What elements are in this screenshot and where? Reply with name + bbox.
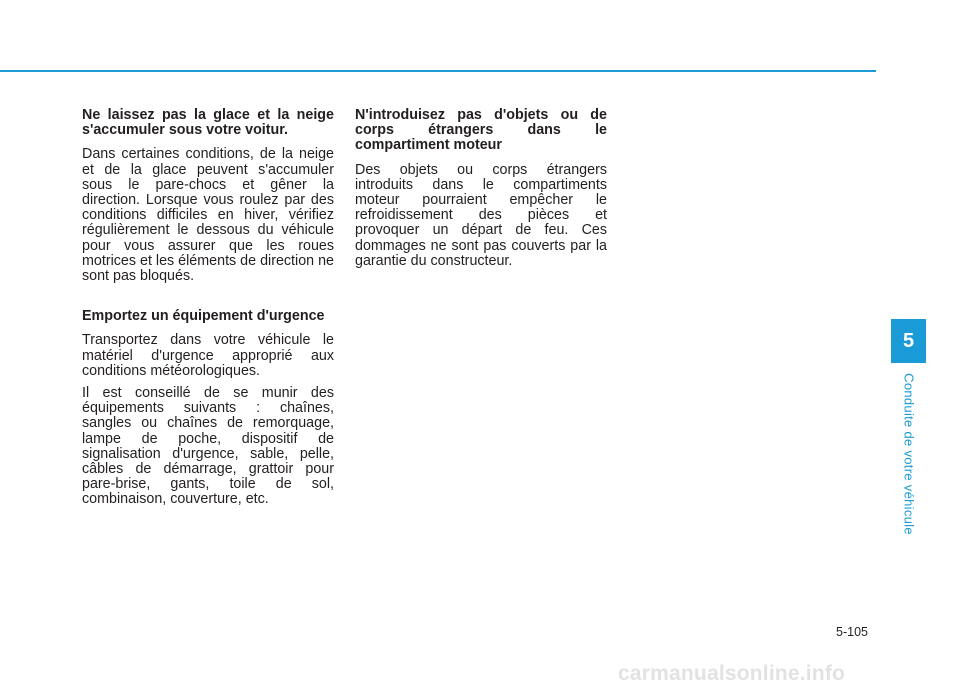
paragraph-foreign-objects: Des objets ou corps étrangers introduits dans le compartiments moteur pourraient empêcher le refroidissement des pièces et provoquer un départ de feu. Ces dommages ne sont pas couverts par la garantie du constructeur.	[355, 161, 607, 269]
section-heading-emergency-equipment: Emportez un équipement d'urgence	[82, 308, 325, 325]
watermark: carmanualsonline.info	[618, 662, 846, 685]
paragraph-emergency-equipment: Transportez dans votre véhicule le matériel d'urgence approprié aux conditions météorologiques.	[82, 332, 334, 379]
left-column	[82, 108, 334, 517]
section-spacer	[82, 293, 334, 309]
header-rule	[0, 70, 876, 72]
paragraph-equipment-list: Il est conseillé de se munir des équipements suivants : chaînes, sangles ou chaînes de remorquage, lampe de poche, dispositif de signalisation d'urgence, sable, pelle, câbles de démarrage, grattoir pour pare-brise, gants, toile de sol, combinaison, couverture, etc.	[82, 385, 334, 508]
section-heading-foreign-objects: N'introduisez pas d'objets ou de corps étrangers dans le compartiment moteur	[355, 107, 607, 154]
chapter-number-tab	[891, 319, 926, 363]
chapter-title: Conduite de votre véhicule	[901, 373, 917, 535]
section-heading-ice-snow: Ne laissez pas la glace et la neige s'accumuler sous votre voitur.	[82, 107, 334, 139]
right-column	[355, 108, 607, 278]
page-number: 5-105	[836, 625, 868, 639]
chapter-number: 5	[902, 329, 915, 352]
paragraph-ice-snow: Dans certaines conditions, de la neige et de la glace peuvent s'accumuler sous le pare-chocs et gêner la direction. Lorsque vous roulez par des conditions difficiles en hiver, vérifiez régulièrement le dessous du véhicule pour vous assurer que les roues motrices et les éléments de direction ne sont pas bloqués.	[82, 146, 334, 285]
